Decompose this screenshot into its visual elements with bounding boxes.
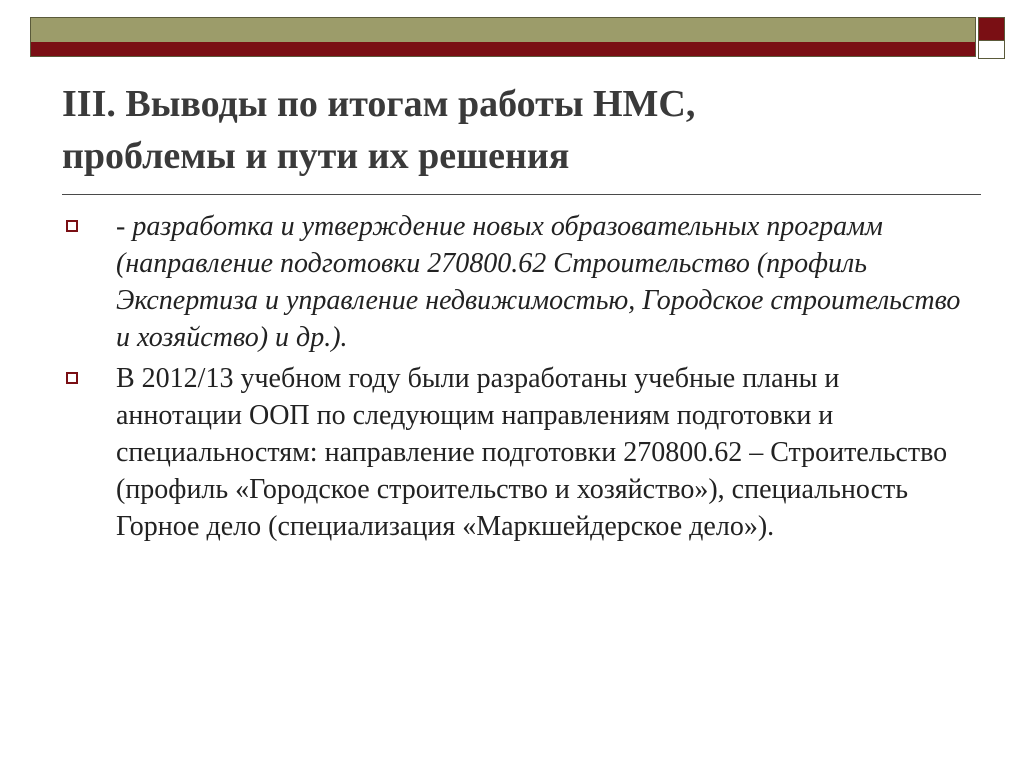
bullet-item-1 [62, 208, 962, 356]
slide-title-line-1: III. Выводы по итогам работы НМС, [62, 83, 696, 125]
bullet-list [62, 208, 962, 549]
bullet-text-1: - разработка и утверждение новых образовательных программ (направление подготовки 270800.62 Строительство (профиль Экспертиза и управление недвижимостью, Городское строительство и хозяйство) и др.). [116, 211, 961, 353]
hollow-square-icon [66, 220, 78, 232]
bullet-text-2: В 2012/13 учебном году были разработаны учебные планы и аннотации ООП по следующим направлениям подготовки и специальностям: направление подготовки 270800.62 – Строительство (профиль «Городское строительство и хозяйство»), специальность Горное дело (специализация «Маркшейдерское дело»). [116, 363, 948, 542]
hollow-square-icon [66, 372, 78, 384]
bullet-item-2 [62, 360, 962, 545]
slide-title-line-2: проблемы и пути их решения [62, 135, 570, 177]
title-divider [62, 194, 981, 195]
header-maroon-stripe [31, 42, 975, 56]
header-olive-stripe [31, 18, 975, 42]
header-corner-square [978, 17, 1005, 41]
header-corner-square-lower [978, 41, 1005, 59]
header-decoration-bar [30, 17, 976, 57]
slide-title [62, 78, 962, 182]
